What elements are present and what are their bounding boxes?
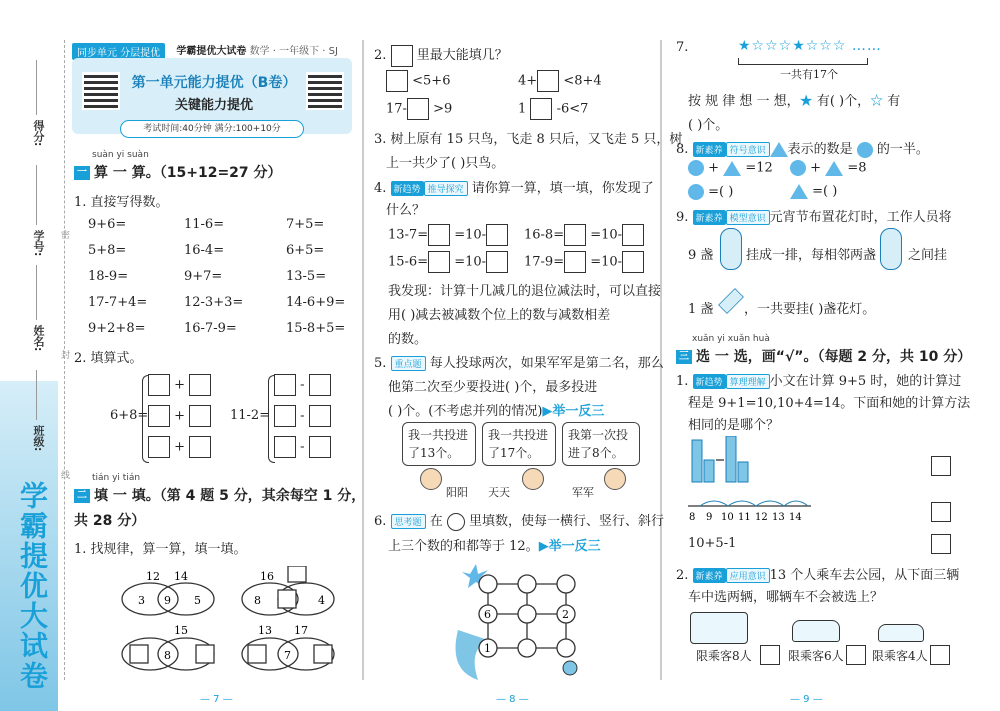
p7-q1b-title: 1. 找规律，算一算，填一填。	[74, 542, 247, 557]
answer-box	[314, 645, 332, 663]
answer-box[interactable]	[622, 224, 644, 246]
series-name: 学霸提优大试卷	[176, 46, 247, 57]
sec3-pinyin: xuǎn yi xuǎn huà	[692, 334, 770, 344]
minus-sign: -	[300, 439, 305, 455]
p8-q6: 6. 思考题 在 里填数，使每一横行、竖行、斜行	[374, 514, 665, 529]
calc-item: 12-3+3=	[184, 295, 244, 310]
new-trend-tag: 新趋势	[391, 181, 424, 196]
answer-box[interactable]	[564, 251, 586, 273]
answer-box[interactable]	[386, 70, 408, 92]
answer-box[interactable]	[189, 374, 211, 396]
answer-box[interactable]	[428, 224, 450, 246]
minus-sign: -	[300, 408, 305, 424]
page-number-7: — 7 —	[200, 694, 233, 705]
series-meta: 数学 · 一年级下 · SJ	[249, 46, 338, 57]
p8-q3-line1: 3. 树上原有 15 只鸟，飞走 8 只后，又飞走 5 只，树	[374, 132, 683, 147]
section-3-heading	[676, 346, 971, 366]
calc-item: 7+5=	[286, 217, 325, 232]
q2-right-row-2	[274, 405, 331, 427]
student-id-line	[36, 165, 37, 225]
bus-capacity: 限乘客8人	[696, 649, 752, 663]
extend-link[interactable]: ▶举一反三	[542, 404, 605, 419]
q2-right-row-3	[274, 436, 331, 458]
class-field: 班级:	[32, 425, 45, 452]
section-1-heading	[74, 162, 282, 182]
exam-info: 考试时间:40分钟 满分:100+10分	[120, 120, 304, 138]
fold-label-feng: 封	[59, 350, 69, 359]
answer-box[interactable]	[486, 251, 508, 273]
girl-avatar-icon	[420, 468, 442, 490]
plus-sign: +	[174, 439, 186, 455]
section-2-title-cont: 共 28 分）	[74, 513, 146, 529]
section-3-number: 三	[676, 350, 692, 364]
calc-item: 16-7-9=	[184, 321, 237, 336]
qr-code-left-icon	[82, 72, 120, 110]
minus-sign: -	[300, 377, 305, 393]
lantern-icon	[720, 228, 742, 270]
car-icon	[878, 624, 924, 642]
p9-q8-eq4: =( )	[790, 184, 837, 199]
circle-icon	[447, 513, 465, 531]
answer-box[interactable]	[309, 405, 331, 427]
bus-icon	[690, 612, 748, 644]
p8-q3-line2: 上一共少了( )只鸟。	[386, 156, 505, 171]
p8-q4-find1: 我发现：计算十几减几的退位减法时，可以直接	[388, 284, 662, 299]
crab-icon	[563, 661, 577, 675]
svg-text:13: 13	[772, 512, 785, 522]
p9-q9-line2a: 9 盏	[688, 248, 714, 263]
option-3-check[interactable]	[931, 534, 951, 554]
suv-capacity: 限乘客6人	[788, 649, 844, 663]
answer-box[interactable]	[407, 98, 429, 120]
calc-item: 17-7+4=	[88, 295, 148, 310]
p9-q9: 9. 新素养 模型意识 元宵节布置花灯时，工作人员将	[676, 210, 952, 225]
option-1-check[interactable]	[931, 456, 951, 476]
answer-box[interactable]	[274, 405, 296, 427]
plus-sign: +	[174, 408, 186, 424]
p8-q4-row1a: 13-7= =10-	[388, 224, 508, 246]
answer-box[interactable]	[486, 224, 508, 246]
p8-q4-row2b: 17-9= =10-	[524, 251, 644, 273]
p8-q2-row2: 17- >9	[386, 98, 452, 120]
grid-value-6: 6	[484, 608, 491, 621]
p7-q2-title: 2. 填算式。	[74, 351, 143, 366]
sec1-pinyin: suàn yi suàn	[92, 150, 149, 160]
inquiry-tag: 推导探究	[424, 181, 468, 196]
page-title: 第一单元能力提优（B卷）	[131, 75, 297, 91]
p8-q4-find3: 的数。	[388, 332, 428, 347]
venn2-top-left: 16	[260, 570, 274, 583]
counting-blocks	[686, 436, 812, 486]
fold-dash-line	[64, 40, 65, 680]
svg-text:8: 8	[689, 512, 696, 522]
answer-box	[196, 645, 214, 663]
speech-bubble-yangyang: 我一共投进了13个。	[402, 422, 476, 466]
venn-diagrams	[112, 566, 352, 686]
section-2-heading	[74, 485, 365, 505]
svg-text:9: 9	[706, 512, 713, 522]
answer-box[interactable]	[309, 436, 331, 458]
calc-item: 9+6=	[88, 217, 127, 232]
name-junjun: 军军	[572, 486, 594, 499]
thinking-tag: 思考题	[391, 514, 426, 529]
key-question-tag: 重点题	[391, 356, 426, 371]
section-1-number: 一	[74, 166, 90, 180]
p9-s3-q2: 2. 新素养 应用意识 13 个人乘车去公园，从下面三辆	[676, 568, 960, 583]
calc-item: 9+2+8=	[88, 321, 146, 336]
suv-check[interactable]	[846, 645, 866, 665]
brand-logo: 学霸提优大试卷	[16, 481, 49, 691]
p9-q7-text2: ( )个。	[688, 118, 729, 133]
venn4-top-left: 13	[258, 624, 272, 637]
p9-s3-q1-line2: 程是 9+1=10,10+4=14。下面和她的计算方法	[688, 396, 971, 411]
calc-item: 14-6+9=	[286, 295, 346, 310]
venn1-top-left: 12	[146, 570, 160, 583]
answer-box[interactable]	[564, 224, 586, 246]
answer-box[interactable]	[148, 374, 170, 396]
flower-lantern-icon	[718, 288, 744, 314]
answer-box[interactable]	[274, 374, 296, 396]
name-line	[36, 265, 37, 320]
answer-box	[288, 566, 306, 582]
p8-q4-row2a: 15-6= =10-	[388, 251, 508, 273]
p8-q5-line2: 他第二次至少要投进( )个，最多投进	[388, 380, 598, 395]
p8-q2-row2b: 1 -6<7	[518, 98, 588, 120]
venn2-right: 4	[318, 594, 325, 607]
p7-q1-title: 1. 直接写得数。	[74, 195, 169, 210]
q2-right-expr: 11-2=	[230, 408, 271, 423]
grid-value-1: 1	[484, 642, 491, 655]
p9-q8: 8. 新素养 符号意识 表示的数是 的一半。	[676, 142, 929, 157]
magic-grid	[448, 560, 598, 688]
p8-q2: 2. 里最大能填几？	[374, 44, 508, 67]
grid-value-2: 2	[562, 608, 569, 621]
svg-text:11: 11	[738, 512, 751, 522]
calc-item: 13-5=	[286, 269, 327, 284]
venn3-top-right: 15	[174, 624, 188, 637]
score-field: 得分:	[32, 120, 45, 147]
name-yangyang: 阳阳	[446, 486, 468, 499]
answer-box	[130, 645, 148, 663]
section-2-number: 二	[74, 489, 90, 503]
answer-box[interactable]	[189, 405, 211, 427]
option-3-expr: 10+5-1	[688, 536, 737, 551]
venn1-left: 3	[138, 594, 145, 607]
p9-q9-line3a: 1 盏	[688, 302, 714, 317]
page-subtitle: 关键能力提优	[174, 98, 253, 113]
extend-link-2[interactable]: ▶举一反三	[538, 539, 601, 554]
boy2-avatar-icon	[604, 468, 626, 490]
p9-q7-label: 7.	[676, 40, 689, 55]
boy-avatar-icon	[522, 468, 544, 490]
fold-label-mi: 密	[59, 230, 69, 239]
speech-bubble-junjun: 我第一次投进了8个。	[562, 422, 640, 466]
page-number-8: — 8 —	[496, 694, 529, 705]
p8-q5-line3: ( )个。(不考虑并列的情况)▶举一反三	[388, 404, 605, 419]
p8-q6-line2: 上三个数的和都等于 12。▶举一反三	[388, 539, 601, 554]
venn1-top-right: 14	[174, 570, 188, 583]
solid-star-icon: ★	[799, 94, 813, 109]
p9-s3-q1: 1. 新趋势 算理理解 小文在计算 9+5 时，她的计算过	[676, 374, 962, 389]
answer-box[interactable]	[622, 251, 644, 273]
name-field: 姓名:	[32, 325, 45, 352]
calc-item: 15-8+5=	[286, 321, 346, 336]
page-header	[72, 42, 352, 58]
p9-s3-q1-line3: 相同的是哪个？	[688, 418, 780, 433]
answer-box[interactable]	[274, 436, 296, 458]
calc-item: 16-4=	[184, 243, 225, 258]
venn2-left: 8	[254, 594, 261, 607]
lantern-icon	[880, 228, 902, 270]
answer-box[interactable]	[189, 436, 211, 458]
column-divider-1	[362, 40, 364, 680]
star-pattern: ★☆☆☆★☆☆☆ ……	[738, 38, 882, 54]
triangle-icon	[770, 142, 788, 157]
sidebar	[0, 0, 58, 711]
section-2-title: 填 一 填。（第 4 题 5 分，其余每空 1 分，	[94, 488, 366, 504]
venn4-top-right: 17	[294, 624, 308, 637]
p8-q4: 4. 新趋势 推导探究 请你算一算，填一填，你发现了	[374, 181, 654, 196]
p9-q9-line2c: 之间挂	[908, 248, 948, 263]
plus-sign: +	[174, 377, 186, 393]
qr-code-right-icon	[306, 72, 344, 110]
total-bracket	[738, 58, 868, 65]
suv-icon	[792, 620, 840, 642]
student-id-field: 学号:	[32, 230, 45, 257]
section-1-title: 算 一 算。（15+12=27 分）	[94, 165, 282, 181]
name-tiantian: 天天	[488, 486, 510, 499]
p9-q9-line3b: ，一共要挂( )盏花灯。	[744, 302, 876, 317]
p9-q7-text: 按 规 律 想 一 想，★ 有( )个，☆ 有	[688, 94, 901, 109]
p8-q2-row1: <5+6	[386, 70, 450, 92]
svg-text:10: 10	[721, 512, 734, 522]
page-number-9: — 9 —	[790, 694, 823, 705]
q2-left-row-1	[148, 374, 211, 396]
bus-check[interactable]	[760, 645, 780, 665]
speech-bubble-tiantian: 我一共投进了17个。	[482, 422, 556, 466]
calc-item: 6+5=	[286, 243, 325, 258]
answer-box[interactable]	[309, 374, 331, 396]
car-check[interactable]	[930, 645, 950, 665]
venn4-center: 7	[284, 649, 291, 662]
calc-item: 18-9=	[88, 269, 129, 284]
circle-icon	[857, 142, 873, 158]
score-line	[36, 60, 37, 115]
car-capacity: 限乘客4人	[872, 649, 928, 663]
answer-box	[248, 645, 266, 663]
p9-q9-line2b: 挂成一排，每相邻两盏	[746, 248, 877, 263]
q2-left-row-3	[148, 436, 211, 458]
answer-box[interactable]	[391, 45, 413, 67]
q2-left-row-2	[148, 405, 211, 427]
p8-q4-line2: 什么？	[386, 203, 426, 218]
venn3-center: 8	[164, 649, 171, 662]
answer-box[interactable]	[428, 251, 450, 273]
class-line	[36, 370, 37, 420]
p9-q8-eq2: + =8	[790, 160, 867, 176]
q2-right-row-1	[274, 374, 331, 396]
p8-q4-row1b: 16-8= =10-	[524, 224, 644, 246]
answer-box[interactable]	[537, 70, 559, 92]
svg-text:12: 12	[755, 512, 768, 522]
hollow-star-icon: ☆	[870, 94, 884, 109]
venn1-center: 9	[164, 594, 171, 607]
svg-text:14: 14	[789, 512, 802, 522]
option-2-check[interactable]	[931, 502, 951, 522]
venn1-right: 5	[194, 594, 201, 607]
answer-box[interactable]	[530, 98, 552, 120]
unit-badge: 同步单元 分层提优	[72, 43, 165, 60]
p8-q5: 5. 重点题 每人投球两次，如果军军是第二名，那么	[374, 356, 664, 371]
sec2-pinyin: tián yi tián	[92, 473, 141, 483]
q2-left-expr: 6+8=	[110, 408, 149, 423]
star-total: 一共有17个	[780, 68, 838, 81]
p9-q8-eq1: + =12	[688, 160, 773, 176]
calc-item: 5+8=	[88, 243, 127, 258]
calc-item: 11-6=	[184, 217, 225, 232]
p9-q8-eq3: =( )	[688, 184, 733, 200]
section-3-title: 选 一 选，画“√”。（每题 2 分，共 10 分）	[696, 349, 972, 365]
answer-box[interactable]	[148, 405, 170, 427]
answer-box[interactable]	[148, 436, 170, 458]
answer-box	[278, 590, 296, 608]
fold-label-xian: 线	[59, 470, 69, 479]
p8-q2-row1b: 4+ <8+4	[518, 70, 602, 92]
calc-item: 9+7=	[184, 269, 223, 284]
number-line	[686, 494, 816, 522]
p8-q4-find2: 用( )减去被减数个位上的数与减数相差	[388, 308, 611, 323]
p9-s3-q2-line2: 车中选两辆，哪辆车不会被选上？	[688, 590, 884, 605]
